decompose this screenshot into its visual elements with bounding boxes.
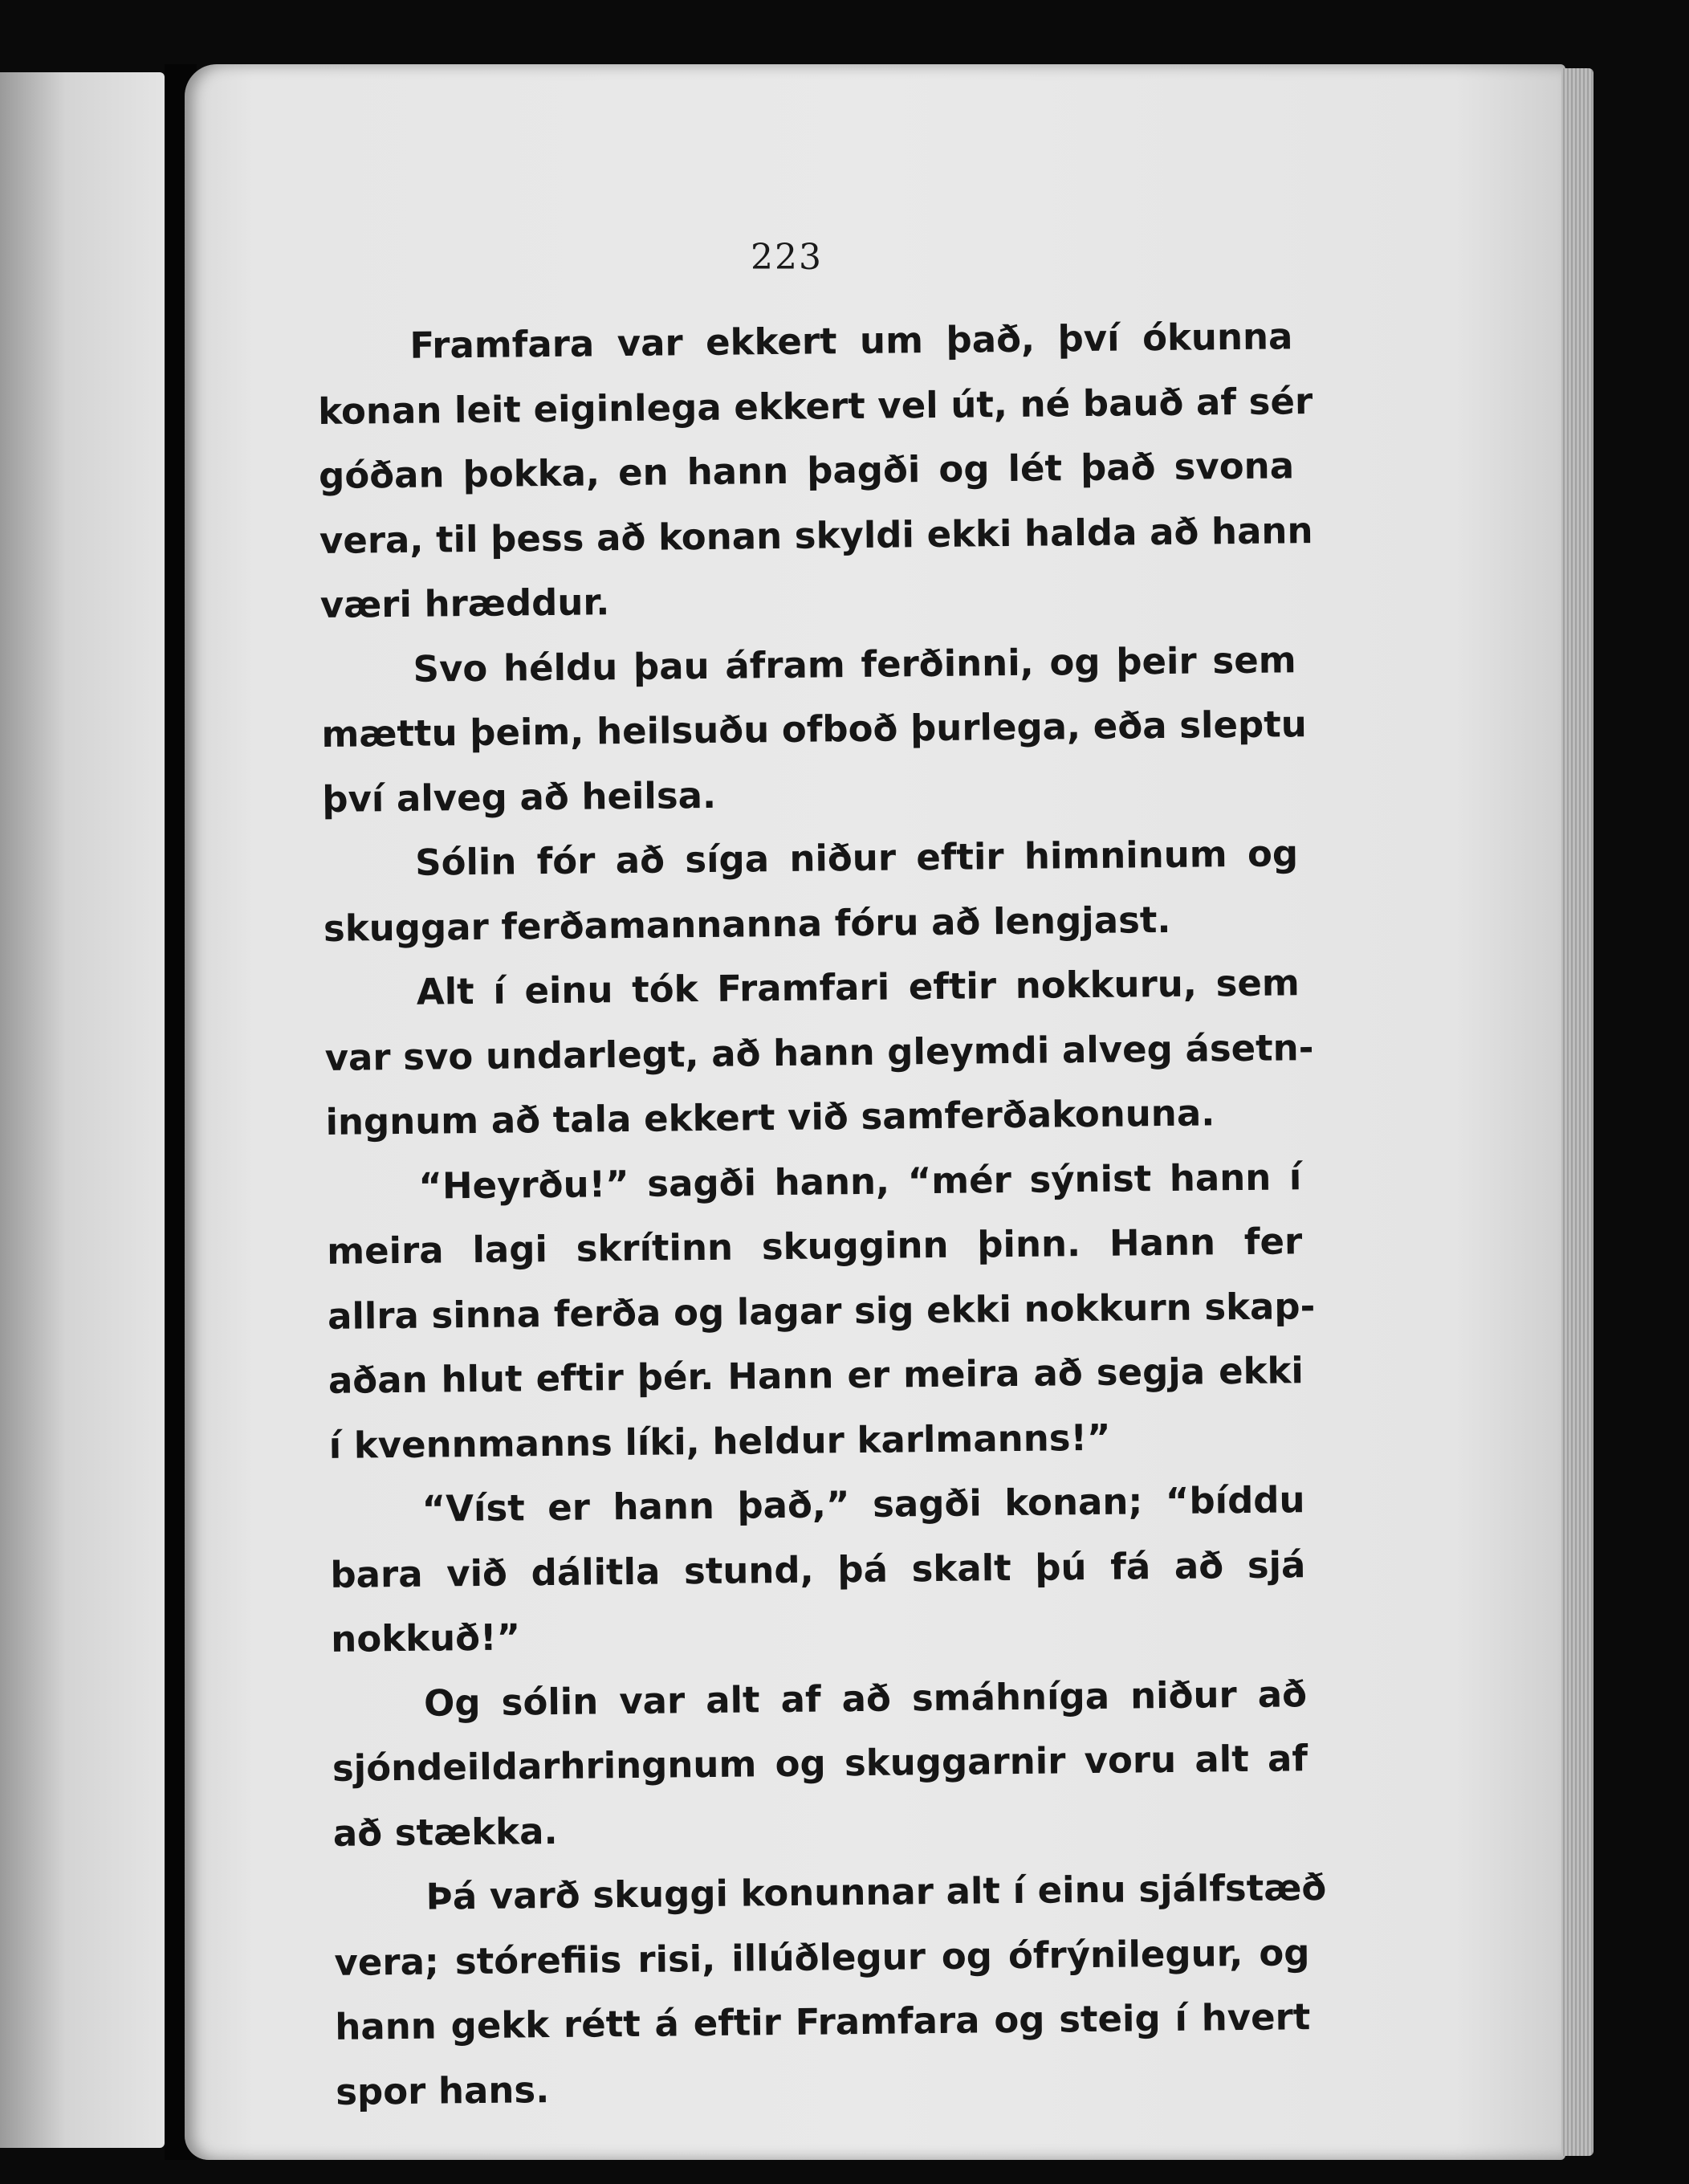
text-line: Sólin fór að síga niður eftir himninum og [414,832,1299,884]
text-line: skuggar ferðamannanna fóru að lengjast. [323,898,1171,950]
text-line: Þá varð skuggi konunnar alt í einu sjálfstæð [425,1865,1327,1918]
text-line: góðan þokka, en hann þagði og lét það svona [318,444,1295,497]
text-line: bara við dálitla stund, þá skalt þú fá að sjá [330,1542,1306,1596]
text-line: sjóndeildarhringnum og skuggarnir voru alt af [332,1737,1308,1790]
text-line: því alveg að heilsa. [322,773,717,821]
facing-page-edge [0,72,165,2148]
text-line: nokkuð!” [330,1616,521,1660]
page-number: 223 [751,237,823,278]
text-line: Og sólin var alt af að smáhníga niður að [423,1672,1308,1725]
text-line: að stækka. [332,1809,558,1855]
text-line: spor hans. [335,2068,550,2113]
body-text [317,304,1327,2125]
text-line: vera; stórefiis risi, illúðlegur og ófrýnilegur, og [334,1930,1310,1984]
text-line: “Víst er hann það,” sagði konan; “bíddu [421,1478,1305,1530]
text-line: væri hræddur. [319,581,610,626]
page-edges [1561,68,1593,2156]
text-line: í kvennmanns líki, heldur karlmanns!” [328,1416,1111,1467]
text-line: vera, til þess að konan skyldi ekki halda að hann [319,508,1313,562]
text-line: “Heyrðu!” sagði hann, “mér sýnist hann í [418,1155,1302,1208]
text-line: mættu þeim, heilsuðu ofboð þurlega, eða sleptu [321,703,1307,756]
text-line: hann gekk rétt á eftir Framfara og steig í hvert [335,1995,1311,2048]
text-line: konan leit eiginlega ekkert vel út, né bauð af sér [317,379,1313,433]
text-line: meira lagi skrítinn skugginn þinn. Hann fer [326,1220,1303,1273]
text-line: Alt í einu tók Framfari eftir nokkuru, sem [416,961,1300,1013]
text-line: Framfara var ekkert um það, því ókunna [409,315,1293,367]
text-line: ingnum að tala ekkert við samferðakonuna. [325,1091,1215,1143]
text-line: var svo undarlegt, að hann gleymdi alveg ásetn- [324,1025,1314,1079]
text-line: allra sinna ferða og lagar sig ekki nokkurn skap- [327,1284,1316,1338]
text-line: Svo héldu þau áfram ferðinni, og þeir sem [413,638,1296,691]
text-line: aðan hlut eftir þér. Hann er meira að segja ekki [328,1349,1304,1402]
